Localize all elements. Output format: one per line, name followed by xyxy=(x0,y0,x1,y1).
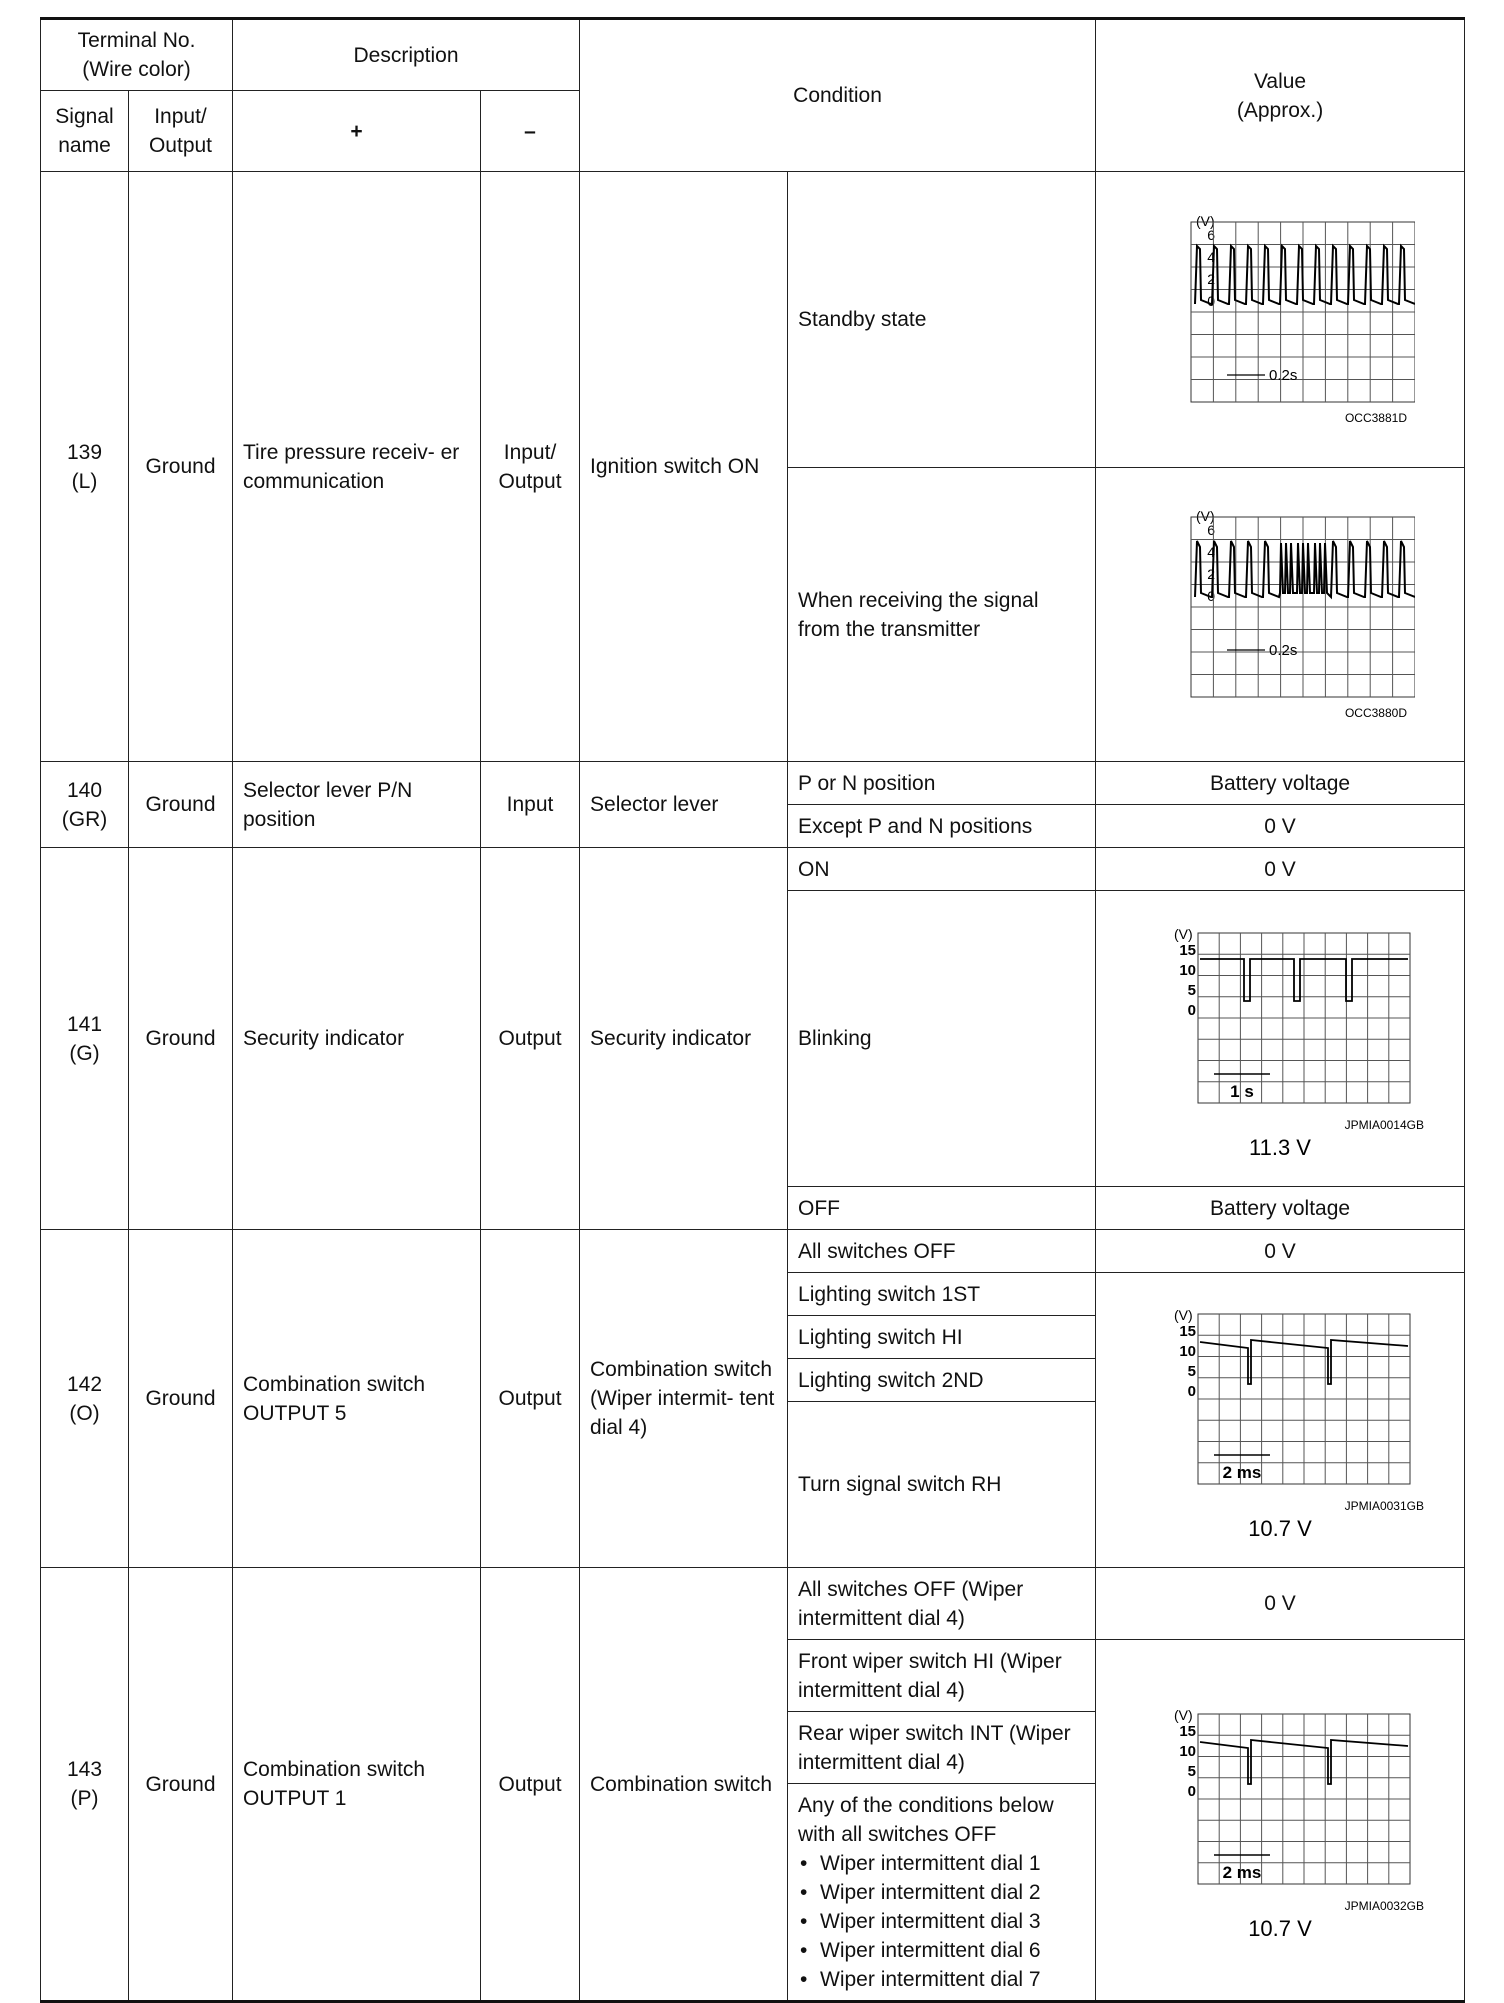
condition-bullet-list xyxy=(798,1849,1085,1994)
waveform-143 xyxy=(1096,1640,1465,2002)
header-input-output: Input/ Output xyxy=(129,91,233,172)
wave-time: 2 ms xyxy=(1222,1463,1262,1482)
wave-unit: (V) xyxy=(1196,213,1215,229)
list-item: • Wiper intermittent dial 1 xyxy=(820,1849,1085,1878)
minus-140: Ground xyxy=(129,762,233,848)
waveform-142 xyxy=(1096,1273,1465,1568)
wave-tick: 0 xyxy=(1187,1383,1197,1400)
header-signal-name: Signal name xyxy=(41,91,129,172)
condition-143: Combination switch xyxy=(580,1568,788,2002)
signal-139: Tire pressure receiv- er communication xyxy=(233,172,481,762)
value-140-pn: Battery voltage xyxy=(1096,762,1465,805)
table-row xyxy=(41,1230,1465,1273)
wave-tick: 15 xyxy=(1179,1323,1197,1340)
signal-141: Security indicator xyxy=(233,848,481,1230)
wave-tick: 4 xyxy=(1207,249,1216,265)
wave-tick: 15 xyxy=(1179,941,1197,959)
condition-142-all-off: All switches OFF xyxy=(788,1230,1096,1273)
wave-tick: 0 xyxy=(1207,588,1216,604)
terminal-143: 143 (P) xyxy=(41,1568,129,2002)
waveform-139-receiving xyxy=(1096,468,1465,762)
condition-143-rear-int: Rear wiper switch INT (Wiper intermittent dial 4) xyxy=(788,1712,1096,1784)
list-item: • Wiper intermittent dial 6 xyxy=(820,1936,1085,1965)
condition-142-2nd: Lighting switch 2ND xyxy=(788,1359,1096,1402)
header-description: Description xyxy=(233,19,580,91)
condition-139: Ignition switch ON xyxy=(580,172,788,762)
wave-unit: (V) xyxy=(1174,1707,1193,1723)
waveform-chart xyxy=(1130,1700,1430,1940)
condition-141-off: OFF xyxy=(788,1187,1096,1230)
condition-intro: Any of the conditions below with all switches OFF xyxy=(798,1793,1054,1846)
minus-142: Ground xyxy=(129,1230,233,1568)
wave-tick: 2 xyxy=(1207,271,1216,287)
condition-143-front-hi: Front wiper switch HI (Wiper intermittent dial 4) xyxy=(788,1640,1096,1712)
header-terminal-no: Terminal No. (Wire color) xyxy=(41,19,233,91)
list-item: • Wiper intermittent dial 7 xyxy=(820,1965,1085,1994)
io-143: Output xyxy=(481,1568,580,2002)
value-141-on: 0 V xyxy=(1096,848,1465,891)
table-row xyxy=(41,172,1465,468)
wave-code: JPMIA0014GB xyxy=(1344,1117,1425,1132)
wave-tick: 5 xyxy=(1187,981,1197,999)
header-plus: + xyxy=(233,91,481,172)
minus-139: Ground xyxy=(129,172,233,762)
wave-tick: 0 xyxy=(1187,1783,1197,1800)
io-142: Output xyxy=(481,1230,580,1568)
wave-tick: 6 xyxy=(1207,227,1216,243)
wave-time: 0.2s xyxy=(1269,642,1298,659)
waveform-chart xyxy=(1130,1300,1430,1540)
wave-tick: 6 xyxy=(1207,522,1216,538)
wave-tick: 15 xyxy=(1179,1723,1197,1740)
waveform-141 xyxy=(1096,891,1465,1187)
value-141-off: Battery voltage xyxy=(1096,1187,1465,1230)
wave-unit: (V) xyxy=(1174,1307,1193,1323)
value-142-all-off: 0 V xyxy=(1096,1230,1465,1273)
wave-code: OCC3880D xyxy=(1345,706,1408,720)
wave-tick: 10 xyxy=(1179,1743,1197,1760)
condition-140-except: Except P and N positions xyxy=(788,805,1096,848)
condition-142-1st: Lighting switch 1ST xyxy=(788,1273,1096,1316)
condition-143-all-off: All switches OFF (Wiper intermittent dial 4) xyxy=(788,1568,1096,1640)
wave-tick: 0 xyxy=(1207,293,1216,309)
condition-142: Combination switch (Wiper intermit- tent dial 4) xyxy=(580,1230,788,1568)
condition-142-turn: Turn signal switch RH xyxy=(788,1402,1096,1568)
condition-140: Selector lever xyxy=(580,762,788,848)
terminal-142: 142 (O) xyxy=(41,1230,129,1568)
io-139: Input/ Output xyxy=(481,172,580,762)
wave-code: OCC3881D xyxy=(1345,411,1408,425)
value-143-waveform: 10.7 V xyxy=(1248,1916,1312,1940)
condition-141: Security indicator xyxy=(580,848,788,1230)
wave-time: 2 ms xyxy=(1222,1863,1262,1882)
wave-time: 1 s xyxy=(1230,1081,1254,1101)
terminal-139: 139 (L) xyxy=(41,172,129,762)
wave-tick: 2 xyxy=(1207,566,1216,582)
table-row xyxy=(41,1568,1465,1640)
signal-142: Combination switch OUTPUT 5 xyxy=(233,1230,481,1568)
list-item: • Wiper intermittent dial 2 xyxy=(820,1878,1085,1907)
terminal-table xyxy=(40,17,1465,2003)
header-condition: Condition xyxy=(580,19,1096,172)
wave-tick: 0 xyxy=(1187,1001,1197,1019)
condition-141-on: ON xyxy=(788,848,1096,891)
wave-tick: 10 xyxy=(1179,1343,1197,1360)
wave-tick: 10 xyxy=(1179,961,1197,979)
header-minus: – xyxy=(481,91,580,172)
value-140-except: 0 V xyxy=(1096,805,1465,848)
wave-code: JPMIA0032GB xyxy=(1344,1899,1425,1913)
io-140: Input xyxy=(481,762,580,848)
minus-143: Ground xyxy=(129,1568,233,2002)
minus-141: Ground xyxy=(129,848,233,1230)
value-141-blinking: 11.3 V xyxy=(1249,1134,1312,1159)
waveform-chart xyxy=(1130,919,1430,1159)
condition-141-blinking: Blinking xyxy=(788,891,1096,1187)
terminal-140: 140 (GR) xyxy=(41,762,129,848)
list-item: • Wiper intermittent dial 3 xyxy=(820,1907,1085,1936)
wave-tick: 5 xyxy=(1187,1363,1197,1380)
header-value: Value (Approx.) xyxy=(1096,19,1465,172)
wave-unit: (V) xyxy=(1174,925,1193,942)
waveform-139-standby xyxy=(1096,172,1465,468)
wave-tick: 4 xyxy=(1207,544,1216,560)
waveform-chart xyxy=(1145,212,1415,427)
signal-140: Selector lever P/N position xyxy=(233,762,481,848)
waveform-chart xyxy=(1145,507,1415,722)
terminal-141: 141 (G) xyxy=(41,848,129,1230)
wave-unit: (V) xyxy=(1196,508,1215,524)
wave-code: JPMIA0031GB xyxy=(1344,1499,1425,1513)
io-141: Output xyxy=(481,848,580,1230)
value-143-all-off: 0 V xyxy=(1096,1568,1465,1640)
condition-143-any xyxy=(788,1784,1096,2002)
condition-140-pn: P or N position xyxy=(788,762,1096,805)
value-142-waveform: 10.7 V xyxy=(1248,1516,1312,1540)
wave-time: 0.2s xyxy=(1269,367,1298,384)
condition-142-hi: Lighting switch HI xyxy=(788,1316,1096,1359)
table-row xyxy=(41,762,1465,805)
wave-tick: 5 xyxy=(1187,1763,1197,1780)
condition-139-receiving: When receiving the signal from the transmitter xyxy=(788,468,1096,762)
signal-143: Combination switch OUTPUT 1 xyxy=(233,1568,481,2002)
condition-139-standby: Standby state xyxy=(788,172,1096,468)
table-row xyxy=(41,848,1465,891)
